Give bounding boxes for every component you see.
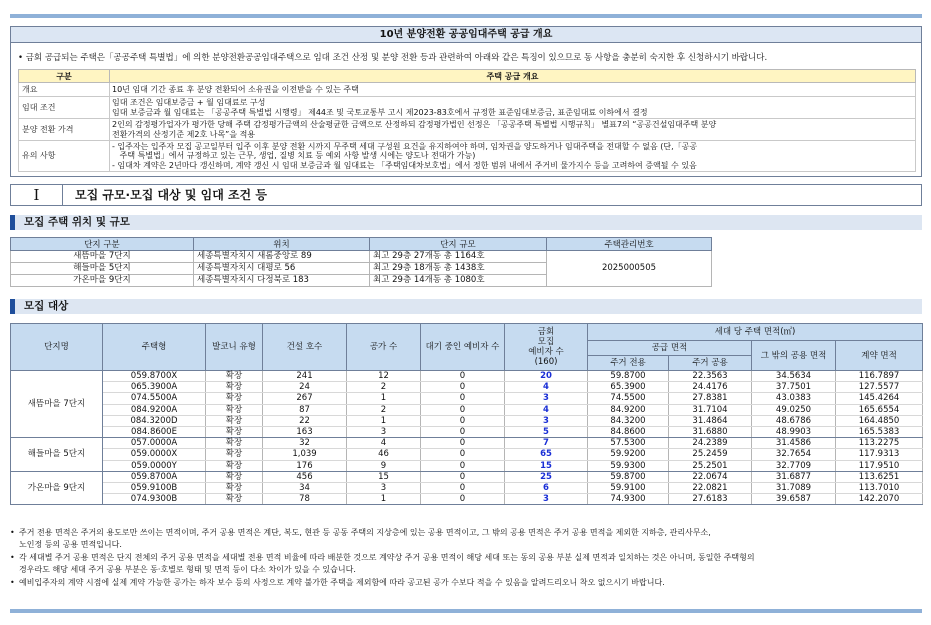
section-number: Ⅰ xyxy=(11,185,63,205)
location-table xyxy=(10,237,712,287)
exclusive-cell: 84.8600 xyxy=(588,426,669,437)
recruit-cell: 5 xyxy=(505,426,588,437)
balcony-cell: 확장 xyxy=(206,449,263,460)
overview-row-value xyxy=(110,97,916,119)
built-cell: 32 xyxy=(263,438,347,449)
contract-cell: 116.7897 xyxy=(836,371,923,382)
location-scale: 최고 29층 14개동 총 1080호 xyxy=(370,275,547,287)
common-cell: 25.2501 xyxy=(669,460,752,471)
other-common-cell: 31.7089 xyxy=(752,482,836,493)
balcony-cell: 확장 xyxy=(206,460,263,471)
other-common-cell: 48.6786 xyxy=(752,415,836,426)
bottom-decor-bar xyxy=(10,609,922,613)
overview-header-category: 구분 xyxy=(19,70,110,83)
common-cell: 24.2389 xyxy=(669,438,752,449)
header-built: 건설 호수 xyxy=(263,324,347,371)
common-cell: 22.3563 xyxy=(669,371,752,382)
table-row xyxy=(11,371,923,382)
overview-table xyxy=(18,69,916,172)
vacancy-cell: 1 xyxy=(347,415,421,426)
note-item xyxy=(10,552,922,575)
location-header-mgmt-no: 주택관리번호 xyxy=(547,238,712,251)
common-cell: 22.0821 xyxy=(669,482,752,493)
vacancy-cell: 3 xyxy=(347,482,421,493)
balcony-cell: 확장 xyxy=(206,482,263,493)
balcony-cell: 확장 xyxy=(206,371,263,382)
note-line: • 예비입주자의 계약 시점에 실제 계약 가능한 공가는 하자 보수 등의 사정으로 계약 불가한 주택을 제외함에 따라 공고된 공가 수보다 적을 수 있음을 알려드리오니 착오 없으시기 바랍니다. xyxy=(19,578,665,587)
note-line: 경우라도 해당 세대 주거 공용 부분은 동·호별로 형태 및 면적 등이 다소 차이가 있을 수 있습니다. xyxy=(19,564,356,574)
exclusive-cell: 74.5500 xyxy=(588,393,669,404)
header-common: 주거 공용 xyxy=(669,356,752,371)
other-common-cell: 32.7654 xyxy=(752,449,836,460)
waiting-cell: 0 xyxy=(421,382,505,393)
location-header-address: 위치 xyxy=(194,238,370,251)
recruit-cell: 15 xyxy=(505,460,588,471)
note-line: 노인정 등의 공용 면적입니다. xyxy=(19,539,122,549)
recruit-header-row xyxy=(11,324,923,341)
note-line: • 주거 전용 면적은 주거의 용도로만 쓰이는 면적이며, 주거 공용 면적은 계단, 복도, 현관 등 공동 주택의 지상층에 있는 공용 면적이고, 그 밖의 공용 면적은 주거 공용 면적을 제외한 지하층, 관리사무소, xyxy=(19,528,711,537)
overview-row-key: 개요 xyxy=(19,83,110,97)
vacancy-cell: 12 xyxy=(347,371,421,382)
common-cell: 31.7104 xyxy=(669,404,752,415)
overview-row-value xyxy=(110,141,916,172)
supply-overview-box xyxy=(10,26,922,177)
balcony-cell: 확장 xyxy=(206,471,263,482)
contract-cell: 165.5383 xyxy=(836,426,923,437)
location-header-scale: 단지 규모 xyxy=(370,238,547,251)
header-other-common: 그 밖의 공용 면적 xyxy=(752,341,836,371)
contract-cell: 117.9313 xyxy=(836,449,923,460)
built-cell: 87 xyxy=(263,404,347,415)
waiting-cell: 0 xyxy=(421,426,505,437)
location-subheading xyxy=(10,215,922,230)
location-mgmt-no: 2025000505 xyxy=(547,251,712,287)
recruit-cell: 7 xyxy=(505,438,588,449)
common-cell: 27.6183 xyxy=(669,494,752,505)
type-cell: 084.8600E xyxy=(103,426,206,437)
recruit-cell: 6 xyxy=(505,482,588,493)
vacancy-cell: 9 xyxy=(347,460,421,471)
waiting-cell: 0 xyxy=(421,449,505,460)
exclusive-cell: 65.3900 xyxy=(588,382,669,393)
header-type: 주택형 xyxy=(103,324,206,371)
type-cell: 084.9200A xyxy=(103,404,206,415)
overview-row xyxy=(19,97,916,119)
recruit-cell: 3 xyxy=(505,415,588,426)
waiting-cell: 0 xyxy=(421,393,505,404)
location-complex: 가온마을 9단지 xyxy=(11,275,194,287)
balcony-cell: 확장 xyxy=(206,438,263,449)
exclusive-cell: 59.8700 xyxy=(588,371,669,382)
contract-cell: 145.4264 xyxy=(836,393,923,404)
complex-name-cell: 해들마을 5단지 xyxy=(11,438,103,472)
location-address: 세종특별자치시 다정북로 183 xyxy=(194,275,370,287)
recruit-cell: 65 xyxy=(505,449,588,460)
overview-row xyxy=(19,119,916,141)
other-common-cell: 34.5634 xyxy=(752,371,836,382)
other-common-cell: 31.6877 xyxy=(752,471,836,482)
overview-row-key: 분양 전환 가격 xyxy=(19,119,110,141)
contract-cell: 165.6554 xyxy=(836,404,923,415)
common-cell: 22.0674 xyxy=(669,471,752,482)
subheading-marker xyxy=(10,215,15,230)
recruit-cell: 4 xyxy=(505,382,588,393)
overview-row xyxy=(19,83,916,97)
waiting-cell: 0 xyxy=(421,494,505,505)
section-heading xyxy=(10,184,922,206)
location-address: 세종특별자치시 대평로 56 xyxy=(194,263,370,275)
vacancy-cell: 2 xyxy=(347,404,421,415)
built-cell: 78 xyxy=(263,494,347,505)
location-scale: 최고 29층 18개동 총 1438호 xyxy=(370,263,547,275)
type-cell: 059.8700A xyxy=(103,471,206,482)
waiting-cell: 0 xyxy=(421,404,505,415)
overview-row-line: 전환가격의 산정기준 제2호 나목”을 적용 xyxy=(112,129,256,139)
recruit-cell: 3 xyxy=(505,494,588,505)
vacancy-cell: 15 xyxy=(347,471,421,482)
balcony-cell: 확장 xyxy=(206,382,263,393)
overview-row-key: 임대 조건 xyxy=(19,97,110,119)
table-row xyxy=(11,438,923,449)
exclusive-cell: 59.9300 xyxy=(588,460,669,471)
overview-title: 10년 분양전환 공공임대주택 공급 개요 xyxy=(11,27,921,43)
header-area-group: 세대 당 주택 면적(㎡) xyxy=(588,324,923,341)
location-subheading-text: 모집 주택 위치 및 규모 xyxy=(24,216,130,228)
waiting-cell: 0 xyxy=(421,415,505,426)
common-cell: 31.4864 xyxy=(669,415,752,426)
vacancy-cell: 4 xyxy=(347,438,421,449)
other-common-cell: 39.6587 xyxy=(752,494,836,505)
type-cell: 059.9100B xyxy=(103,482,206,493)
balcony-cell: 확장 xyxy=(206,415,263,426)
overview-row-line: 2인의 감정평가업자가 평가한 당해 주택 감정평가금액의 산술평균한 금액으로 산정하되 감정평가법인 선정은 「공공주택 특별법 시행규칙」 별표7의 “공공건설임대주택 분양 xyxy=(112,120,717,129)
recruit-cell: 4 xyxy=(505,404,588,415)
target-subheading xyxy=(10,299,922,314)
type-cell: 084.3200D xyxy=(103,415,206,426)
header-supply-area: 공급 면적 xyxy=(588,341,752,356)
vacancy-cell: 46 xyxy=(347,449,421,460)
built-cell: 22 xyxy=(263,415,347,426)
note-line: • 각 세대별 주거 공용 면적은 단지 전체의 주거 공용 면적을 세대별 전용 면적 비율에 따라 배분한 것으로 계약상 주거 공용 면적이 해당 세대 또는 동의 공용 부분 실제 면적과 일치하는 것은 아니며, 동일한 주택형의 xyxy=(19,553,755,562)
header-balcony: 발코니 유형 xyxy=(206,324,263,371)
overview-row-line: - 임대차 계약은 2년마다 갱신하며, 계약 갱신 시 임대 보증금과 월 임대료는 「주택임대차보호법」에서 정한 범위 내에서 주거비 물가지수 등을 고려하여 증액될 수 있음 xyxy=(112,160,697,170)
vacancy-cell: 3 xyxy=(347,426,421,437)
waiting-cell: 0 xyxy=(421,438,505,449)
location-header-complex: 단지 구분 xyxy=(11,238,194,251)
balcony-cell: 확장 xyxy=(206,426,263,437)
exclusive-cell: 84.3200 xyxy=(588,415,669,426)
header-recruit-total: (160) xyxy=(534,357,558,367)
type-cell: 057.0000A xyxy=(103,438,206,449)
location-header-row xyxy=(11,238,712,251)
contract-cell: 113.6251 xyxy=(836,471,923,482)
location-row xyxy=(11,251,712,263)
table-row xyxy=(11,426,923,437)
notes xyxy=(10,527,922,591)
type-cell: 059.8700X xyxy=(103,371,206,382)
table-row xyxy=(11,471,923,482)
waiting-cell: 0 xyxy=(421,371,505,382)
overview-row xyxy=(19,141,916,172)
contract-cell: 113.2275 xyxy=(836,438,923,449)
built-cell: 241 xyxy=(263,371,347,382)
header-complex: 단지명 xyxy=(11,324,103,371)
built-cell: 34 xyxy=(263,482,347,493)
exclusive-cell: 59.8700 xyxy=(588,471,669,482)
location-address: 세종특별자치시 새롬중앙로 89 xyxy=(194,251,370,263)
exclusive-cell: 84.9200 xyxy=(588,404,669,415)
type-cell: 074.5500A xyxy=(103,393,206,404)
note-item xyxy=(10,527,922,550)
table-row xyxy=(11,494,923,505)
header-recruit-line1: 금회 xyxy=(537,327,555,337)
recruit-cell: 3 xyxy=(505,393,588,404)
common-cell: 31.6880 xyxy=(669,426,752,437)
overview-header-row xyxy=(19,70,916,83)
complex-name-cell: 새뜸마을 7단지 xyxy=(11,371,103,438)
contract-cell: 127.5577 xyxy=(836,382,923,393)
type-cell: 059.0000X xyxy=(103,449,206,460)
table-row xyxy=(11,382,923,393)
contract-cell: 164.4850 xyxy=(836,415,923,426)
target-subheading-text: 모집 대상 xyxy=(24,300,69,312)
overview-row-line: 임대 조건은 임대보증금 + 월 임대료로 구성 xyxy=(112,98,266,107)
contract-cell: 113.7010 xyxy=(836,482,923,493)
vacancy-cell: 1 xyxy=(347,393,421,404)
other-common-cell: 43.0383 xyxy=(752,393,836,404)
contract-cell: 117.9510 xyxy=(836,460,923,471)
table-row xyxy=(11,449,923,460)
overview-header-summary: 주택 공급 개요 xyxy=(110,70,916,83)
overview-row-value xyxy=(110,83,916,97)
table-row xyxy=(11,415,923,426)
built-cell: 163 xyxy=(263,426,347,437)
location-complex: 해들마을 5단지 xyxy=(11,263,194,275)
header-contract: 계약 면적 xyxy=(836,341,923,371)
table-row xyxy=(11,460,923,471)
other-common-cell: 32.7709 xyxy=(752,460,836,471)
overview-row-key: 유의 사항 xyxy=(19,141,110,172)
header-recruit xyxy=(505,324,588,371)
built-cell: 176 xyxy=(263,460,347,471)
exclusive-cell: 59.9200 xyxy=(588,449,669,460)
other-common-cell: 49.0250 xyxy=(752,404,836,415)
overview-row-line: - 입주자는 입주자 모집 공고일부터 입주 이후 분양 전환 시까지 무주택 세대 구성원 요건을 유지하여야 하며, 임차권을 양도하거나 임대주택을 전대할 수 없음 (단,「공공 xyxy=(112,141,698,151)
exclusive-cell: 59.9100 xyxy=(588,482,669,493)
other-common-cell: 31.4586 xyxy=(752,438,836,449)
balcony-cell: 확장 xyxy=(206,393,263,404)
overview-row-line: 임대 보증금과 월 임대료는 「공공주택 특별법 시행령」 제44조 및 국토교통부 고시 제2023-83호에서 규정한 표준임대보증금, 표준임대료 이하에서 결정 xyxy=(112,107,648,117)
vacancy-cell: 1 xyxy=(347,494,421,505)
type-cell: 059.0000Y xyxy=(103,460,206,471)
overview-row-value xyxy=(110,119,916,141)
waiting-cell: 0 xyxy=(421,471,505,482)
table-row xyxy=(11,393,923,404)
overview-intro: • 금회 공급되는 주택은「공공주택 특별법」에 의한 분양전환공공임대주택으로 임대 조건 산정 및 분양 전환 등과 관련하여 아래와 같은 특징이 있으므로 동 사항을 충분히 숙지한 후 신청하시기 바랍니다. xyxy=(18,53,768,63)
table-row xyxy=(11,404,923,415)
waiting-cell: 0 xyxy=(421,482,505,493)
recruit-cell: 20 xyxy=(505,371,588,382)
subheading-marker xyxy=(10,299,15,314)
recruitment-table xyxy=(10,323,923,505)
table-row xyxy=(11,482,923,493)
recruit-cell: 25 xyxy=(505,471,588,482)
complex-name-cell: 가온마을 9단지 xyxy=(11,471,103,505)
waiting-cell: 0 xyxy=(421,460,505,471)
built-cell: 1,039 xyxy=(263,449,347,460)
section-title: 모집 규모·모집 대상 및 임대 조건 등 xyxy=(75,188,267,202)
built-cell: 267 xyxy=(263,393,347,404)
common-cell: 27.8381 xyxy=(669,393,752,404)
common-cell: 24.4176 xyxy=(669,382,752,393)
type-cell: 065.3900A xyxy=(103,382,206,393)
exclusive-cell: 57.5300 xyxy=(588,438,669,449)
other-common-cell: 48.9903 xyxy=(752,426,836,437)
overview-row-line: 10년 임대 기간 종료 후 분양 전환되어 소유권을 이전받을 수 있는 주택 xyxy=(112,84,359,94)
header-vacancy: 공가 수 xyxy=(347,324,421,371)
header-recruit-line3: 예비자 수 xyxy=(528,347,564,357)
built-cell: 24 xyxy=(263,382,347,393)
other-common-cell: 37.7501 xyxy=(752,382,836,393)
exclusive-cell: 74.9300 xyxy=(588,494,669,505)
top-decor-bar xyxy=(10,14,922,18)
location-complex: 새뜸마을 7단지 xyxy=(11,251,194,263)
overview-row-line: 주택 특별법」에서 규정하고 있는 근무, 생업, 질병 치료 등 예외 사항 발생 시에는 양도나 전대가 가능) xyxy=(112,151,476,161)
location-scale: 최고 29층 27개동 총 1164호 xyxy=(370,251,547,263)
header-recruit-line2: 모집 xyxy=(537,337,555,347)
common-cell: 25.2459 xyxy=(669,449,752,460)
balcony-cell: 확장 xyxy=(206,404,263,415)
contract-cell: 142.2070 xyxy=(836,494,923,505)
type-cell: 074.9300B xyxy=(103,494,206,505)
balcony-cell: 확장 xyxy=(206,494,263,505)
vacancy-cell: 2 xyxy=(347,382,421,393)
header-exclusive: 주거 전용 xyxy=(588,356,669,371)
note-item xyxy=(10,577,922,589)
header-waiting: 대기 중인 예비자 수 xyxy=(421,324,505,371)
built-cell: 456 xyxy=(263,471,347,482)
